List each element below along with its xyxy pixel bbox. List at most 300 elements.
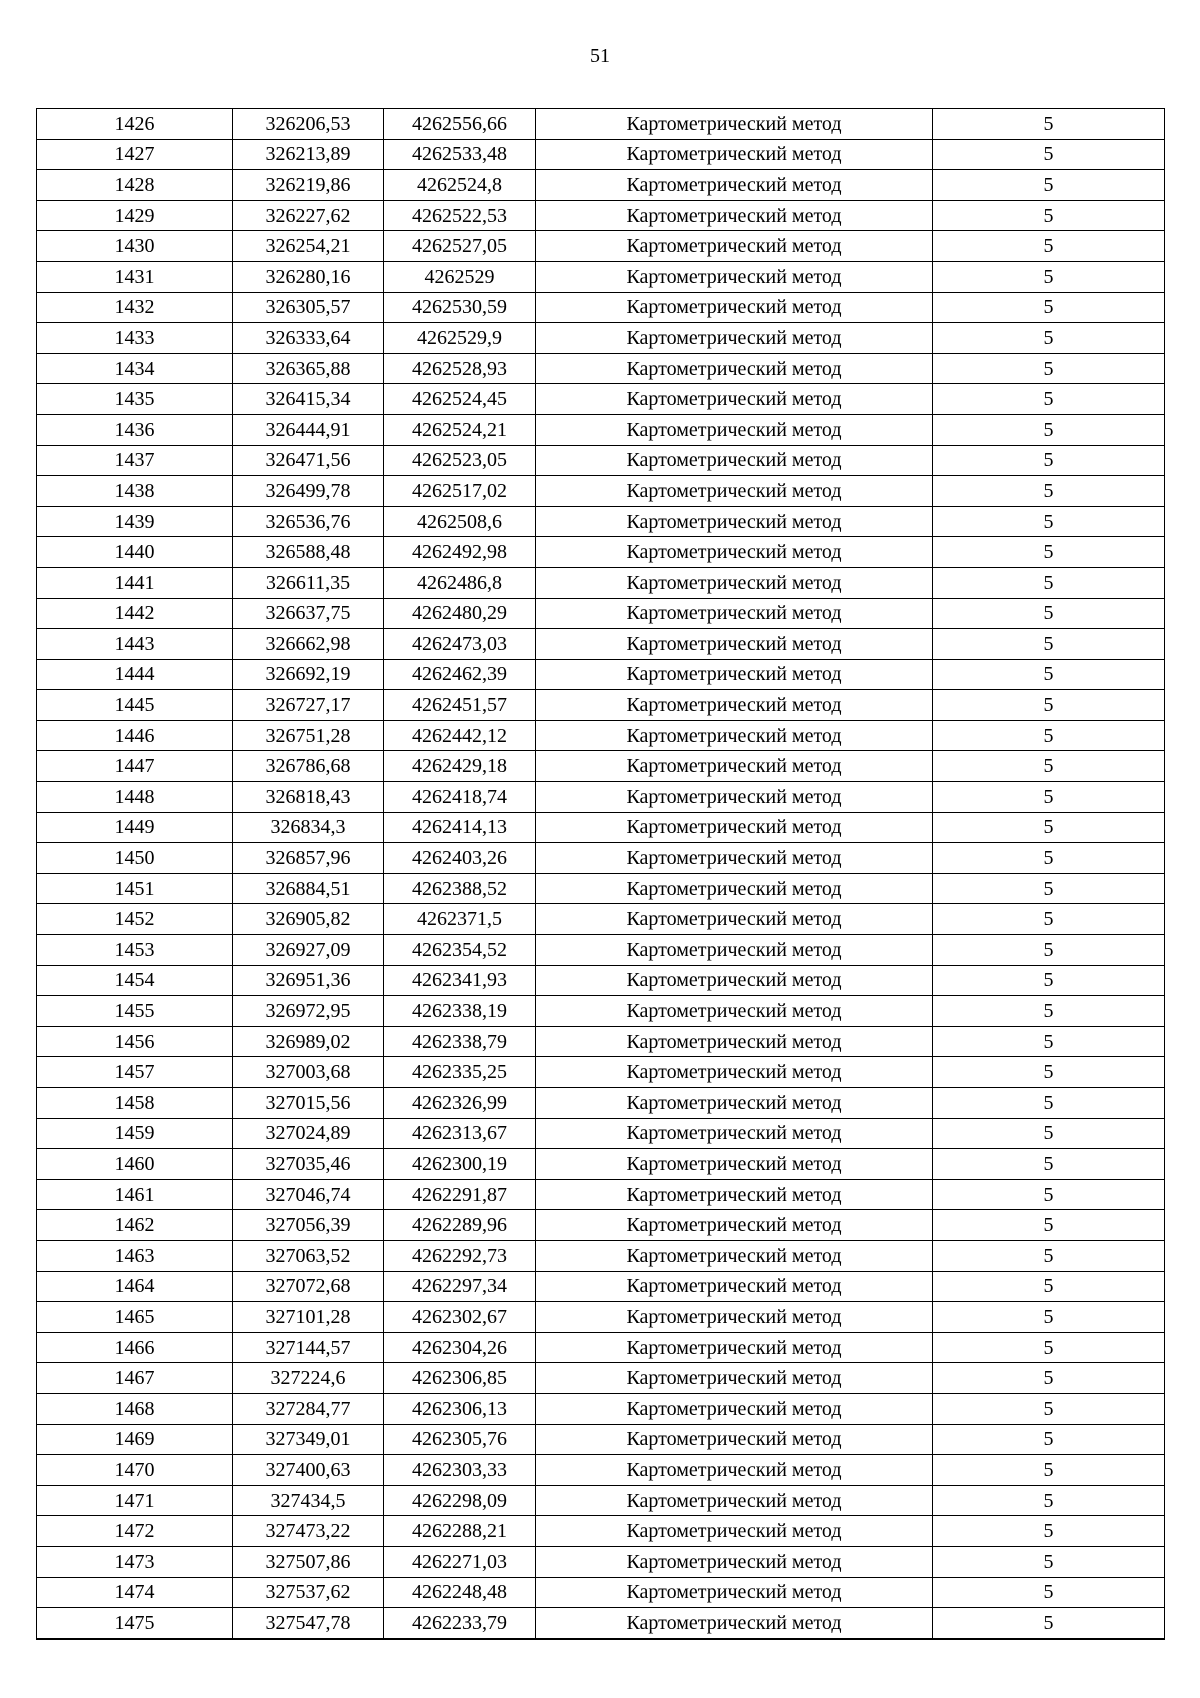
table-row [37, 292, 1165, 323]
method-cell: Картометрический метод [536, 965, 933, 996]
method-cell: Картометрический метод [536, 598, 933, 629]
table-row [37, 1026, 1165, 1057]
accuracy-cell: 5 [933, 904, 1165, 935]
table-row [37, 659, 1165, 690]
point-number-cell: 1447 [37, 751, 233, 782]
table-row [37, 537, 1165, 568]
y-coordinate-cell: 4262289,96 [384, 1210, 536, 1241]
method-cell: Картометрический метод [536, 935, 933, 966]
accuracy-cell: 5 [933, 200, 1165, 231]
point-number-cell: 1452 [37, 904, 233, 935]
y-coordinate-cell: 4262451,57 [384, 690, 536, 721]
y-coordinate-cell: 4262524,8 [384, 170, 536, 201]
accuracy-cell: 5 [933, 506, 1165, 537]
method-cell: Картометрический метод [536, 109, 933, 140]
method-cell: Картометрический метод [536, 200, 933, 231]
table-row [37, 1057, 1165, 1088]
method-cell: Картометрический метод [536, 1118, 933, 1149]
table-row [37, 690, 1165, 721]
y-coordinate-cell: 4262335,25 [384, 1057, 536, 1088]
point-number-cell: 1435 [37, 384, 233, 415]
table-row [37, 1179, 1165, 1210]
accuracy-cell: 5 [933, 1424, 1165, 1455]
x-coordinate-cell: 327056,39 [233, 1210, 384, 1241]
accuracy-cell: 5 [933, 139, 1165, 170]
x-coordinate-cell: 327035,46 [233, 1149, 384, 1180]
x-coordinate-cell: 327349,01 [233, 1424, 384, 1455]
method-cell: Картометрический метод [536, 1455, 933, 1486]
y-coordinate-cell: 4262292,73 [384, 1240, 536, 1271]
accuracy-cell: 5 [933, 1026, 1165, 1057]
point-number-cell: 1429 [37, 200, 233, 231]
method-cell: Картометрический метод [536, 353, 933, 384]
x-coordinate-cell: 327434,5 [233, 1485, 384, 1516]
y-coordinate-cell: 4262303,33 [384, 1455, 536, 1486]
table-row [37, 1088, 1165, 1119]
point-number-cell: 1472 [37, 1516, 233, 1547]
table-row [37, 782, 1165, 813]
y-coordinate-cell: 4262418,74 [384, 782, 536, 813]
table-row [37, 1271, 1165, 1302]
accuracy-cell: 5 [933, 1546, 1165, 1577]
method-cell: Картометрический метод [536, 170, 933, 201]
point-number-cell: 1431 [37, 261, 233, 292]
point-number-cell: 1427 [37, 139, 233, 170]
y-coordinate-cell: 4262313,67 [384, 1118, 536, 1149]
y-coordinate-cell: 4262354,52 [384, 935, 536, 966]
accuracy-cell: 5 [933, 476, 1165, 507]
accuracy-cell: 5 [933, 445, 1165, 476]
y-coordinate-cell: 4262302,67 [384, 1302, 536, 1333]
y-coordinate-cell: 4262473,03 [384, 629, 536, 660]
x-coordinate-cell: 326588,48 [233, 537, 384, 568]
y-coordinate-cell: 4262530,59 [384, 292, 536, 323]
method-cell: Картометрический метод [536, 1393, 933, 1424]
method-cell: Картометрический метод [536, 1210, 933, 1241]
table-row [37, 1455, 1165, 1486]
point-number-cell: 1459 [37, 1118, 233, 1149]
y-coordinate-cell: 4262442,12 [384, 720, 536, 751]
point-number-cell: 1446 [37, 720, 233, 751]
y-coordinate-cell: 4262388,52 [384, 873, 536, 904]
accuracy-cell: 5 [933, 231, 1165, 262]
accuracy-cell: 5 [933, 598, 1165, 629]
y-coordinate-cell: 4262556,66 [384, 109, 536, 140]
x-coordinate-cell: 326927,09 [233, 935, 384, 966]
coordinates-table [36, 108, 1165, 1640]
y-coordinate-cell: 4262326,99 [384, 1088, 536, 1119]
method-cell: Картометрический метод [536, 1577, 933, 1608]
table-row [37, 384, 1165, 415]
point-number-cell: 1432 [37, 292, 233, 323]
method-cell: Картометрический метод [536, 1608, 933, 1639]
method-cell: Картометрический метод [536, 537, 933, 568]
table-row [37, 1608, 1165, 1639]
point-number-cell: 1455 [37, 996, 233, 1027]
table-row [37, 1363, 1165, 1394]
y-coordinate-cell: 4262306,13 [384, 1393, 536, 1424]
point-number-cell: 1453 [37, 935, 233, 966]
table-row [37, 996, 1165, 1027]
x-coordinate-cell: 327507,86 [233, 1546, 384, 1577]
method-cell: Картометрический метод [536, 1057, 933, 1088]
point-number-cell: 1465 [37, 1302, 233, 1333]
table-row [37, 414, 1165, 445]
y-coordinate-cell: 4262271,03 [384, 1546, 536, 1577]
x-coordinate-cell: 326415,34 [233, 384, 384, 415]
method-cell: Картометрический метод [536, 1424, 933, 1455]
x-coordinate-cell: 326213,89 [233, 139, 384, 170]
x-coordinate-cell: 326444,91 [233, 414, 384, 445]
y-coordinate-cell: 4262527,05 [384, 231, 536, 262]
accuracy-cell: 5 [933, 1179, 1165, 1210]
table-row [37, 873, 1165, 904]
accuracy-cell: 5 [933, 935, 1165, 966]
x-coordinate-cell: 326692,19 [233, 659, 384, 690]
method-cell: Картометрический метод [536, 1179, 933, 1210]
point-number-cell: 1458 [37, 1088, 233, 1119]
method-cell: Картометрический метод [536, 843, 933, 874]
point-number-cell: 1474 [37, 1577, 233, 1608]
x-coordinate-cell: 326471,56 [233, 445, 384, 476]
accuracy-cell: 5 [933, 843, 1165, 874]
method-cell: Картометрический метод [536, 323, 933, 354]
table-row [37, 170, 1165, 201]
table-row [37, 1149, 1165, 1180]
point-number-cell: 1448 [37, 782, 233, 813]
table-row [37, 843, 1165, 874]
method-cell: Картометрический метод [536, 1271, 933, 1302]
y-coordinate-cell: 4262298,09 [384, 1485, 536, 1516]
x-coordinate-cell: 327024,89 [233, 1118, 384, 1149]
y-coordinate-cell: 4262524,21 [384, 414, 536, 445]
x-coordinate-cell: 326972,95 [233, 996, 384, 1027]
y-coordinate-cell: 4262304,26 [384, 1332, 536, 1363]
accuracy-cell: 5 [933, 965, 1165, 996]
method-cell: Картометрический метод [536, 904, 933, 935]
table-row [37, 445, 1165, 476]
accuracy-cell: 5 [933, 1393, 1165, 1424]
accuracy-cell: 5 [933, 567, 1165, 598]
point-number-cell: 1436 [37, 414, 233, 445]
table-row [37, 261, 1165, 292]
accuracy-cell: 5 [933, 629, 1165, 660]
x-coordinate-cell: 326818,43 [233, 782, 384, 813]
accuracy-cell: 5 [933, 1118, 1165, 1149]
accuracy-cell: 5 [933, 414, 1165, 445]
y-coordinate-cell: 4262403,26 [384, 843, 536, 874]
point-number-cell: 1466 [37, 1332, 233, 1363]
point-number-cell: 1434 [37, 353, 233, 384]
point-number-cell: 1454 [37, 965, 233, 996]
table-row [37, 109, 1165, 140]
point-number-cell: 1442 [37, 598, 233, 629]
method-cell: Картометрический метод [536, 414, 933, 445]
table-row [37, 629, 1165, 660]
point-number-cell: 1461 [37, 1179, 233, 1210]
point-number-cell: 1468 [37, 1393, 233, 1424]
x-coordinate-cell: 326857,96 [233, 843, 384, 874]
y-coordinate-cell: 4262300,19 [384, 1149, 536, 1180]
method-cell: Картометрический метод [536, 567, 933, 598]
method-cell: Картометрический метод [536, 690, 933, 721]
x-coordinate-cell: 326662,98 [233, 629, 384, 660]
accuracy-cell: 5 [933, 384, 1165, 415]
accuracy-cell: 5 [933, 812, 1165, 843]
point-number-cell: 1428 [37, 170, 233, 201]
y-coordinate-cell: 4262338,79 [384, 1026, 536, 1057]
accuracy-cell: 5 [933, 1149, 1165, 1180]
accuracy-cell: 5 [933, 1332, 1165, 1363]
method-cell: Картометрический метод [536, 231, 933, 262]
point-number-cell: 1456 [37, 1026, 233, 1057]
x-coordinate-cell: 326499,78 [233, 476, 384, 507]
accuracy-cell: 5 [933, 1057, 1165, 1088]
table-row [37, 1302, 1165, 1333]
method-cell: Картометрический метод [536, 1026, 933, 1057]
accuracy-cell: 5 [933, 353, 1165, 384]
y-coordinate-cell: 4262306,85 [384, 1363, 536, 1394]
y-coordinate-cell: 4262288,21 [384, 1516, 536, 1547]
table-row [37, 139, 1165, 170]
x-coordinate-cell: 327144,57 [233, 1332, 384, 1363]
table-row [37, 1332, 1165, 1363]
method-cell: Картометрический метод [536, 720, 933, 751]
table-row [37, 567, 1165, 598]
accuracy-cell: 5 [933, 1271, 1165, 1302]
x-coordinate-cell: 327072,68 [233, 1271, 384, 1302]
x-coordinate-cell: 326206,53 [233, 109, 384, 140]
point-number-cell: 1471 [37, 1485, 233, 1516]
table-row [37, 1516, 1165, 1547]
table-row [37, 231, 1165, 262]
y-coordinate-cell: 4262523,05 [384, 445, 536, 476]
x-coordinate-cell: 326219,86 [233, 170, 384, 201]
table-row [37, 1393, 1165, 1424]
accuracy-cell: 5 [933, 1240, 1165, 1271]
point-number-cell: 1450 [37, 843, 233, 874]
accuracy-cell: 5 [933, 537, 1165, 568]
x-coordinate-cell: 326536,76 [233, 506, 384, 537]
table-row [37, 200, 1165, 231]
accuracy-cell: 5 [933, 1455, 1165, 1486]
x-coordinate-cell: 327224,6 [233, 1363, 384, 1394]
method-cell: Картометрический метод [536, 139, 933, 170]
x-coordinate-cell: 326989,02 [233, 1026, 384, 1057]
table-row [37, 506, 1165, 537]
x-coordinate-cell: 326305,57 [233, 292, 384, 323]
x-coordinate-cell: 326637,75 [233, 598, 384, 629]
x-coordinate-cell: 327003,68 [233, 1057, 384, 1088]
page-number: 51 [590, 45, 610, 67]
accuracy-cell: 5 [933, 109, 1165, 140]
x-coordinate-cell: 326254,21 [233, 231, 384, 262]
y-coordinate-cell: 4262248,48 [384, 1577, 536, 1608]
point-number-cell: 1464 [37, 1271, 233, 1302]
method-cell: Картометрический метод [536, 261, 933, 292]
point-number-cell: 1430 [37, 231, 233, 262]
accuracy-cell: 5 [933, 782, 1165, 813]
y-coordinate-cell: 4262480,29 [384, 598, 536, 629]
coordinates-table-body [37, 109, 1165, 1639]
accuracy-cell: 5 [933, 261, 1165, 292]
accuracy-cell: 5 [933, 1485, 1165, 1516]
method-cell: Картометрический метод [536, 659, 933, 690]
x-coordinate-cell: 326611,35 [233, 567, 384, 598]
table-row [37, 720, 1165, 751]
x-coordinate-cell: 326227,62 [233, 200, 384, 231]
y-coordinate-cell: 4262305,76 [384, 1424, 536, 1455]
y-coordinate-cell: 4262291,87 [384, 1179, 536, 1210]
y-coordinate-cell: 4262522,53 [384, 200, 536, 231]
accuracy-cell: 5 [933, 1608, 1165, 1639]
accuracy-cell: 5 [933, 292, 1165, 323]
accuracy-cell: 5 [933, 659, 1165, 690]
x-coordinate-cell: 326786,68 [233, 751, 384, 782]
point-number-cell: 1463 [37, 1240, 233, 1271]
method-cell: Картометрический метод [536, 1088, 933, 1119]
x-coordinate-cell: 326751,28 [233, 720, 384, 751]
table-row [37, 1240, 1165, 1271]
table-row [37, 904, 1165, 935]
method-cell: Картометрический метод [536, 445, 933, 476]
table-row [37, 1485, 1165, 1516]
table-row [37, 476, 1165, 507]
x-coordinate-cell: 327537,62 [233, 1577, 384, 1608]
accuracy-cell: 5 [933, 170, 1165, 201]
y-coordinate-cell: 4262508,6 [384, 506, 536, 537]
x-coordinate-cell: 327284,77 [233, 1393, 384, 1424]
point-number-cell: 1426 [37, 109, 233, 140]
point-number-cell: 1433 [37, 323, 233, 354]
point-number-cell: 1460 [37, 1149, 233, 1180]
method-cell: Картометрический метод [536, 1546, 933, 1577]
x-coordinate-cell: 326834,3 [233, 812, 384, 843]
accuracy-cell: 5 [933, 873, 1165, 904]
point-number-cell: 1438 [37, 476, 233, 507]
point-number-cell: 1475 [37, 1608, 233, 1639]
x-coordinate-cell: 326905,82 [233, 904, 384, 935]
y-coordinate-cell: 4262371,5 [384, 904, 536, 935]
accuracy-cell: 5 [933, 323, 1165, 354]
method-cell: Картометрический метод [536, 1516, 933, 1547]
x-coordinate-cell: 327400,63 [233, 1455, 384, 1486]
method-cell: Картометрический метод [536, 996, 933, 1027]
point-number-cell: 1449 [37, 812, 233, 843]
x-coordinate-cell: 327046,74 [233, 1179, 384, 1210]
x-coordinate-cell: 326951,36 [233, 965, 384, 996]
table-row [37, 812, 1165, 843]
accuracy-cell: 5 [933, 996, 1165, 1027]
y-coordinate-cell: 4262297,34 [384, 1271, 536, 1302]
method-cell: Картометрический метод [536, 1363, 933, 1394]
method-cell: Картометрический метод [536, 1485, 933, 1516]
y-coordinate-cell: 4262414,13 [384, 812, 536, 843]
y-coordinate-cell: 4262517,02 [384, 476, 536, 507]
accuracy-cell: 5 [933, 1363, 1165, 1394]
point-number-cell: 1451 [37, 873, 233, 904]
method-cell: Картометрический метод [536, 1332, 933, 1363]
accuracy-cell: 5 [933, 720, 1165, 751]
point-number-cell: 1440 [37, 537, 233, 568]
accuracy-cell: 5 [933, 751, 1165, 782]
y-coordinate-cell: 4262528,93 [384, 353, 536, 384]
table-row [37, 1424, 1165, 1455]
y-coordinate-cell: 4262492,98 [384, 537, 536, 568]
point-number-cell: 1437 [37, 445, 233, 476]
x-coordinate-cell: 326333,64 [233, 323, 384, 354]
x-coordinate-cell: 327101,28 [233, 1302, 384, 1333]
y-coordinate-cell: 4262462,39 [384, 659, 536, 690]
point-number-cell: 1444 [37, 659, 233, 690]
point-number-cell: 1473 [37, 1546, 233, 1577]
point-number-cell: 1445 [37, 690, 233, 721]
point-number-cell: 1439 [37, 506, 233, 537]
method-cell: Картометрический метод [536, 476, 933, 507]
method-cell: Картометрический метод [536, 812, 933, 843]
accuracy-cell: 5 [933, 1302, 1165, 1333]
table-row [37, 1118, 1165, 1149]
x-coordinate-cell: 326884,51 [233, 873, 384, 904]
method-cell: Картометрический метод [536, 751, 933, 782]
point-number-cell: 1467 [37, 1363, 233, 1394]
method-cell: Картометрический метод [536, 506, 933, 537]
x-coordinate-cell: 326365,88 [233, 353, 384, 384]
accuracy-cell: 5 [933, 1516, 1165, 1547]
x-coordinate-cell: 326727,17 [233, 690, 384, 721]
table-row [37, 323, 1165, 354]
y-coordinate-cell: 4262233,79 [384, 1608, 536, 1639]
point-number-cell: 1457 [37, 1057, 233, 1088]
table-row [37, 751, 1165, 782]
table-row [37, 1210, 1165, 1241]
table-row [37, 935, 1165, 966]
y-coordinate-cell: 4262486,8 [384, 567, 536, 598]
point-number-cell: 1443 [37, 629, 233, 660]
x-coordinate-cell: 326280,16 [233, 261, 384, 292]
accuracy-cell: 5 [933, 1210, 1165, 1241]
x-coordinate-cell: 327063,52 [233, 1240, 384, 1271]
accuracy-cell: 5 [933, 690, 1165, 721]
x-coordinate-cell: 327473,22 [233, 1516, 384, 1547]
y-coordinate-cell: 4262533,48 [384, 139, 536, 170]
table-row [37, 353, 1165, 384]
table-row [37, 1577, 1165, 1608]
method-cell: Картометрический метод [536, 782, 933, 813]
method-cell: Картометрический метод [536, 1240, 933, 1271]
method-cell: Картометрический метод [536, 1302, 933, 1333]
method-cell: Картометрический метод [536, 1149, 933, 1180]
accuracy-cell: 5 [933, 1577, 1165, 1608]
point-number-cell: 1469 [37, 1424, 233, 1455]
point-number-cell: 1441 [37, 567, 233, 598]
method-cell: Картометрический метод [536, 873, 933, 904]
table-row [37, 598, 1165, 629]
x-coordinate-cell: 327547,78 [233, 1608, 384, 1639]
y-coordinate-cell: 4262338,19 [384, 996, 536, 1027]
y-coordinate-cell: 4262524,45 [384, 384, 536, 415]
point-number-cell: 1462 [37, 1210, 233, 1241]
table-row [37, 965, 1165, 996]
y-coordinate-cell: 4262341,93 [384, 965, 536, 996]
method-cell: Картометрический метод [536, 629, 933, 660]
method-cell: Картометрический метод [536, 292, 933, 323]
y-coordinate-cell: 4262529,9 [384, 323, 536, 354]
table-row [37, 1546, 1165, 1577]
method-cell: Картометрический метод [536, 384, 933, 415]
y-coordinate-cell: 4262529 [384, 261, 536, 292]
y-coordinate-cell: 4262429,18 [384, 751, 536, 782]
